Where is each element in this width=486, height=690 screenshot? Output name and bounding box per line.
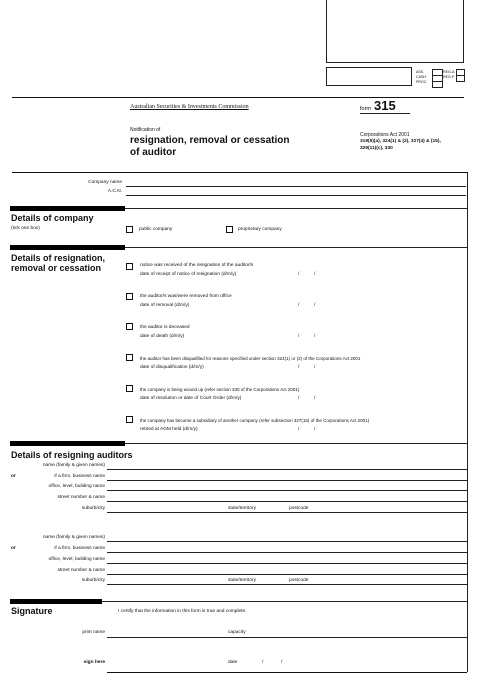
resignation-heading-line2: removal or cessation [11, 263, 102, 273]
form-prefix: form [360, 106, 371, 112]
auditor-suburb-line[interactable] [107, 512, 467, 513]
proprietary-company-label: proprietary company [238, 227, 282, 232]
date-sep: / [314, 272, 316, 277]
auditor-street-label: street number & name [57, 495, 105, 500]
certify-statement: I certify that the information in this form is true and complete. [118, 609, 247, 614]
auditor-office-line[interactable] [107, 490, 467, 491]
signature-section-rule [102, 601, 467, 602]
notification-of: Notification of [130, 127, 161, 133]
date-sep: / [298, 334, 300, 339]
agency-name: Australian Securities & Investments Commission [130, 104, 249, 110]
option-label-line1: the auditor/s was/were removed from office [140, 294, 232, 299]
company-name-label: Company name [88, 180, 122, 185]
date-sep: / [314, 334, 316, 339]
auditor-street-line[interactable] [107, 574, 467, 575]
date-label: date [228, 660, 238, 665]
date-sep: / [298, 396, 300, 401]
auditor-office-line[interactable] [107, 563, 467, 564]
option-label-line1: notice was received of the resignation of the auditor/s [140, 263, 254, 268]
option-wound-up-checkbox[interactable] [126, 385, 133, 392]
date-sep: / [314, 396, 316, 401]
signature-heading: Signature [11, 606, 53, 616]
auditor-or-label: or [11, 546, 16, 551]
proprietary-company-checkbox[interactable] [226, 226, 233, 233]
auditor-street-label: street number & name [57, 568, 105, 573]
auditor-suburb-label: suburb/city [81, 578, 105, 583]
resignation-section-bar [10, 245, 125, 250]
public-company-checkbox[interactable] [126, 226, 133, 233]
resignation-heading-line1: Details of resignation, [11, 253, 106, 263]
auditor-firm-line[interactable] [107, 480, 467, 481]
office-reg-p-label: REG-P [443, 75, 455, 79]
company-name-line[interactable] [126, 186, 466, 187]
option-subsidiary-checkbox[interactable] [126, 416, 133, 423]
option-label-line1: the company has become a subsidiary of another company (refer subsection 327(15) of the Corporations Act 2001) [140, 418, 370, 423]
date-sep: / [298, 365, 300, 370]
office-check-box-3 [432, 81, 443, 88]
acn-line[interactable] [126, 195, 466, 196]
public-company-label: public company [139, 227, 173, 232]
acn-label: A.C.N. [107, 189, 122, 194]
date-sep: / [314, 427, 316, 432]
option-label-line1: the auditor is deceased [140, 325, 190, 330]
sign-here-line[interactable] [107, 672, 467, 673]
print-name-label: print name [82, 630, 105, 635]
auditors-heading: Details of resigning auditors [11, 450, 133, 460]
auditor-name-line[interactable] [107, 541, 467, 542]
auditor-state-label: state/territory [228, 506, 256, 511]
date-sep: / [298, 427, 300, 432]
option-label-line2: date of death (d/m/y) [140, 334, 185, 339]
sections-line1: 319(5)(a), 324(1) & (2), 327(4) & (15), [360, 139, 441, 144]
date-sep: / [298, 272, 300, 277]
office-check-box-5 [456, 75, 465, 82]
option-resignation-checkbox[interactable] [126, 263, 133, 270]
option-label-line2: date of receipt of notice of resignation (d/m/y) [140, 272, 237, 277]
date-sep: / [314, 365, 316, 370]
office-use-small-box [326, 67, 412, 86]
option-label-line2: retired at AGM held (d/m/y) [140, 427, 198, 432]
office-proc-label: PROC. [416, 80, 428, 84]
auditor-office-label: office, level, building name [48, 484, 105, 489]
office-reg-a-label: REG-A [443, 70, 455, 74]
option-label-line1: the company is being wound up (refer section 330 of the Corporations Act 2001) [140, 387, 300, 392]
date-sep: / [314, 303, 316, 308]
date-sep: / [298, 303, 300, 308]
tick-one-box-hint: (tick one box) [11, 226, 40, 231]
option-label-line2: date of resolution or date of Court Order (d/m/y) [140, 396, 242, 401]
option-deceased-checkbox[interactable] [126, 323, 133, 330]
auditor-firm-line[interactable] [107, 552, 467, 553]
form-number: 315 [374, 98, 396, 113]
auditor-state-label: state/territory [228, 578, 256, 583]
auditor-firm-label: if a firm, business name [54, 546, 105, 551]
details-company-heading: Details of company [11, 213, 94, 223]
form-title-line2: of auditor [130, 147, 177, 158]
auditors-section-rule [125, 443, 467, 444]
auditor-suburb-label: suburb/city [81, 506, 105, 511]
office-use-large-box [326, 0, 464, 63]
auditor-postcode-label: postcode [289, 578, 309, 583]
sections-line2: 329(11)(c), 330 [360, 146, 393, 151]
auditor-street-line[interactable] [107, 501, 467, 502]
date-sep: / [262, 660, 264, 665]
header-rule [12, 97, 464, 98]
sign-here-label: sign here [83, 660, 105, 665]
right-border [467, 172, 468, 672]
auditor-or-label: or [11, 474, 16, 479]
capacity-label: capacity [228, 630, 246, 635]
form-title-line1: resignation, removal or cessation [130, 135, 290, 146]
company-section-rule [12, 172, 467, 173]
auditor-suburb-line[interactable] [107, 584, 467, 585]
option-label-line2: date of removal (d/m/y) [140, 303, 190, 308]
print-name-line[interactable] [107, 637, 467, 638]
date-sep: / [281, 660, 283, 665]
office-ass-label: ASS. [416, 70, 425, 74]
office-cash-label: CASH. [416, 75, 427, 79]
option-label-line1: the auditor has been disqualified for reasons specified under section 324(1) or (2) of the Corporations Act 2001 [140, 356, 361, 361]
resignation-section-rule [125, 247, 467, 248]
auditor-office-label: office, level, building name [48, 557, 105, 562]
signature-section-bar [10, 599, 102, 604]
auditor-name-label: name (family & given names) [42, 535, 105, 540]
act-name: Corporations Act 2001 [360, 132, 410, 138]
form-number-rule [360, 113, 410, 114]
auditor-firm-label: if a firm, business name [54, 474, 105, 479]
auditor-name-label: name (family & given names) [42, 463, 105, 468]
auditors-section-bar [10, 441, 125, 446]
auditor-name-line[interactable] [107, 469, 467, 470]
company-section-bar [10, 206, 125, 211]
auditor-postcode-label: postcode [289, 506, 309, 511]
option-label-line2: date of disqualification (d/m/y) [140, 365, 204, 370]
company-section-rule-2 [125, 208, 467, 209]
option-removal-checkbox[interactable] [126, 293, 133, 300]
option-disqualified-checkbox[interactable] [126, 354, 133, 361]
